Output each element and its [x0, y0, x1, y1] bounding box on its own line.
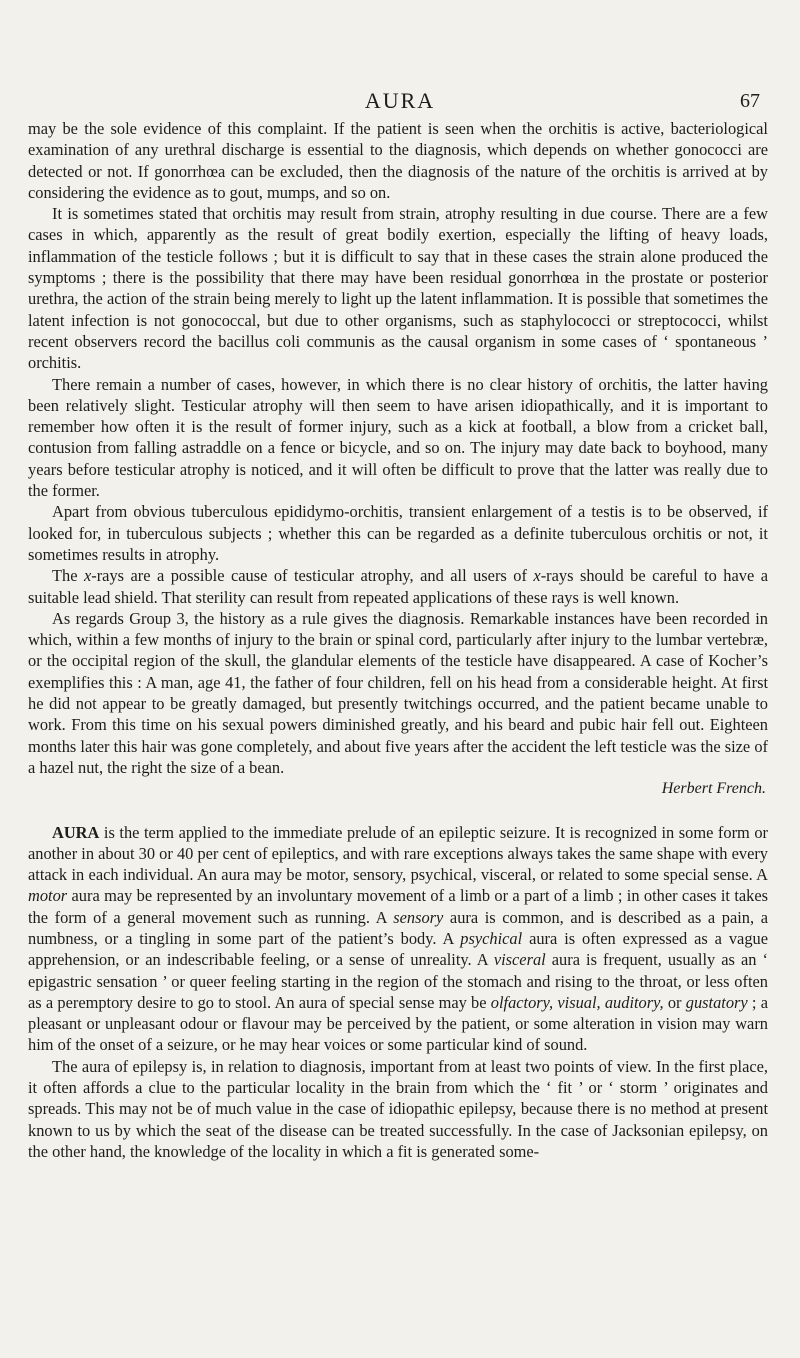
paragraph-strain: It is sometimes stated that orchitis may result from strain, atrophy resulting in due course. There are a few cases in which, apparently as the result of great bodily exertion, especially the lifting of heavy loads, inflammation of the testicle follows ; but it is difficult to say that in these cases the strain alone produced the symptoms ; there is the possibility that there may have been residual gonorrhœa in the prostate or posterior urethra, the action of the strain being merely to light up the latent inflammation. It is possible that sometimes the latent infection is not gonococcal, but due to other organisms, such as staphylococci or streptococci, whilst recent observers record the bacillus coli communis as the causal organism in some cases of ‘ spontaneous ’ orchitis. — [28, 204, 768, 373]
body-text — [28, 118, 768, 1162]
author-signature: Herbert French. — [661, 780, 766, 798]
article-divider — [28, 800, 768, 822]
paragraph-tuberculous: Apart from obvious tuberculous epididymo-orchitis, transient enlargement of a testis is to be observed, if looked for, in tuberculous subjects ; whether this can be regarded as a definite tuberculous orchitis or not, it sometimes results in atrophy. — [28, 502, 768, 564]
paragraph-group-3: As regards Group 3, the history as a rule gives the diagnosis. Remarkable instances have been recorded in which, within a few months of injury to the brain or spinal cord, particularly after injury to the lumbar vertebræ, or the occipital region of the skull, the glandular elements of the testicle have disappeared. A case of Kocher’s exemplifies this : A man, age 41, the father of four children, fell on his head from a considerable height. At first he did not appear to be greatly damaged, but presently twitchings occurred, and the patient became unable to work. From this time on his sexual powers diminished greatly, and his beard and pubic hair fell out. Eighteen months later this hair was gone completely, and about five years after the accident the left testicle was the size of a hazel nut, the right the size of a bean. — [28, 608, 768, 777]
paragraph-xrays: The x-rays are a possible cause of testicular atrophy, and all users of x-rays should be careful to have a suitable lead shield. That sterility can result from repeated applications of these rays is well known. — [28, 566, 768, 607]
paragraph-injury: There remain a number of cases, however, in which there is no clear history of orchitis, the latter having been relatively slight. Testicular atrophy will then seem to have arisen idiopathically, and it is important to remember how often it is the result of former injury, such as a kick at football, a blow from a cricket ball, contusion from falling astraddle on a fence or bicycle, and so on. The injury may date back to boyhood, many years before testicular atrophy is noticed, and it will often be difficult to prove that the latter was really due to the former. — [28, 374, 768, 501]
paragraph-aura-diagnosis: The aura of epilepsy is, in relation to diagnosis, important from at least two points of view. In the first place, it often affords a clue to the particular locality in the brain from which the ‘ fit ’ or ‘ storm ’ originates and spreads. This may not be of much value in the case of idiopathic epilepsy, because there is no method at present known to us by which the seat of the disease can be treated successfully. In the case of Jacksonian epilepsy, on the other hand, the knowledge of the locality in which a fit is generated some- — [28, 1056, 768, 1161]
running-title: AURA — [364, 88, 436, 113]
paragraph-orchitis-evidence: may be the sole evidence of this complaint. If the patient is seen when the orchitis is active, bacteriological examination of any urethral discharge is essential to the diagnosis, which depends on whether gonococci are detected or not. If gonorrhœa can be excluded, then the diagnosis of the nature of the orchitis is arrived at by considering the evidence as to gout, mumps, and so on. — [28, 119, 768, 202]
page-number: 67 — [740, 90, 760, 112]
entry-headword: AURA — [52, 822, 100, 842]
paragraph-aura-definition: AURA is the term applied to the immediate prelude of an epileptic seizure. It is recognized in some form or another in about 30 or 40 per cent of epileptics, and with rare exceptions always takes the same shape with every attack in each individual. An aura may be motor, sensory, psychical, visceral, or related to some special sense. A motor aura may be represented by an involuntary movement of a limb or a part of a limb ; in other cases it takes the form of a general movement such as running. A sensory aura is common, and is described as a pain, a numbness, or a tingling in some part of the patient’s body. A psychical aura is often expressed as a vague apprehension, or an indescribable feeling, or a sense of unreality. A visceral aura is frequent, usually as an ‘ epigastric sensation ’ or queer feeling starting in the region of the stomach and rising to the throat, or less often as a peremptory desire to go to stool. An aura of special sense may be olfactory, visual, auditory, or gustatory ; a pleasant or unpleasant odour or flavour may be perceived by the patient, or some alteration in vision may warn him of the onset of a seizure, or he may hear voices or some particular kind of sound. — [28, 822, 768, 1055]
running-head — [0, 88, 800, 118]
